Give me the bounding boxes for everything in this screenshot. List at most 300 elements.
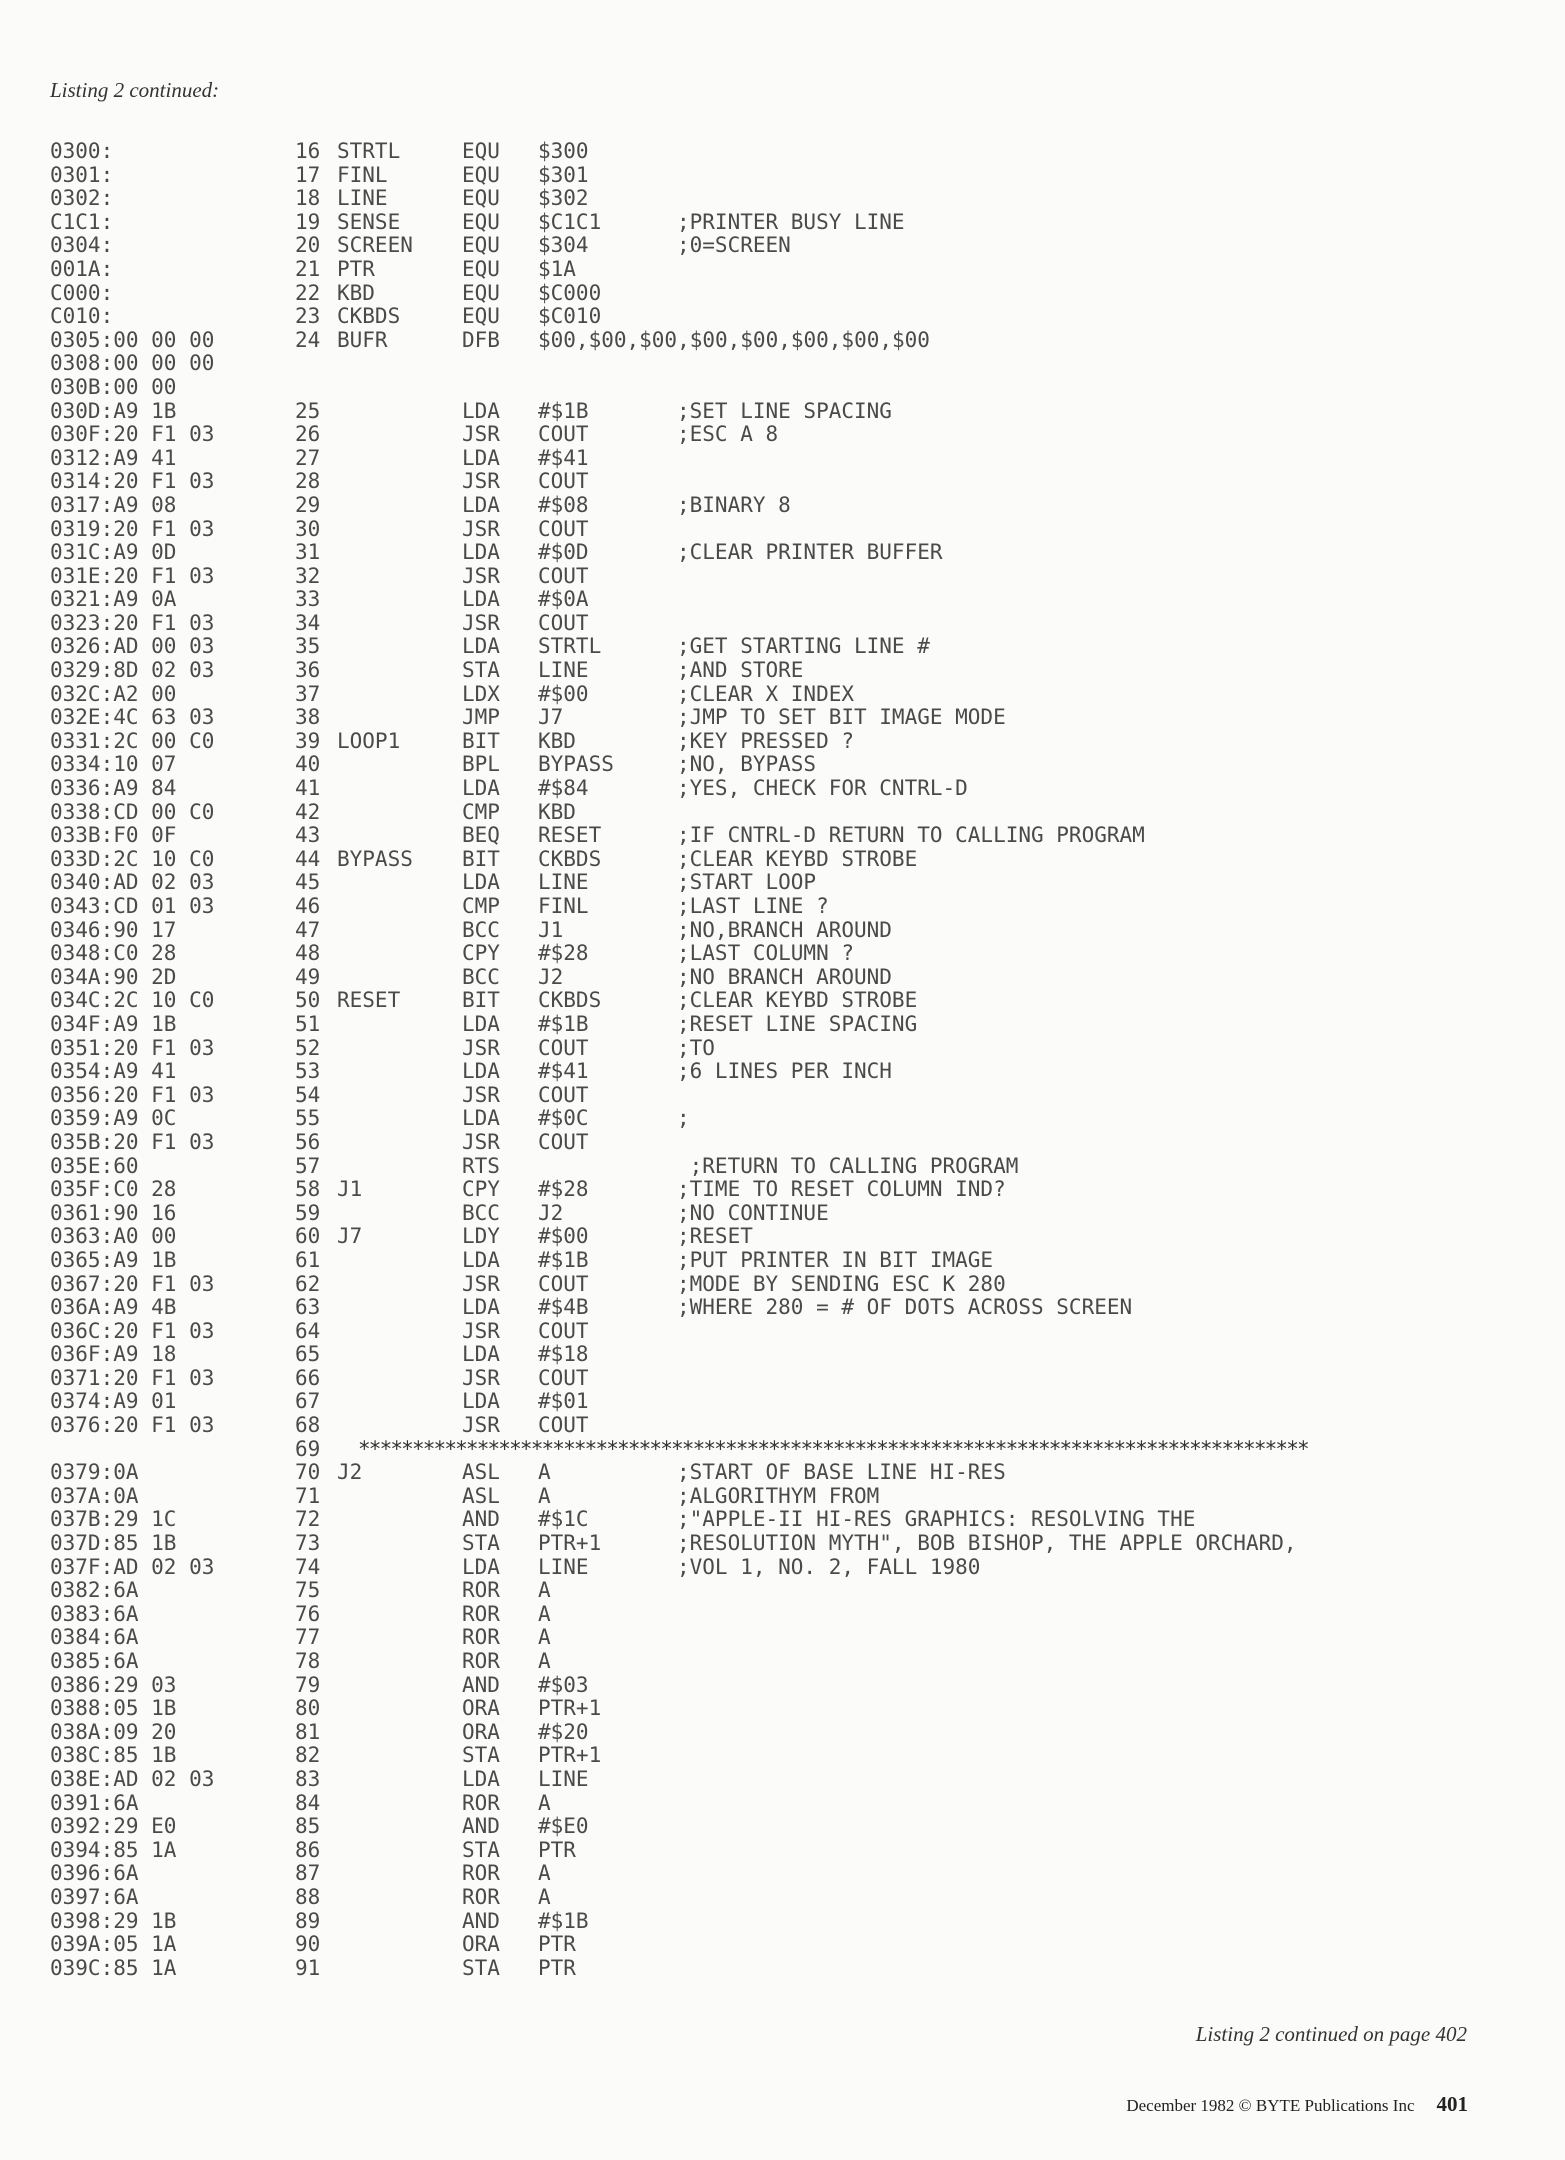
listing-opcode: JSR: [462, 516, 500, 541]
listing-line-number: 78: [295, 1649, 321, 1673]
listing-line-number: 76: [295, 1601, 321, 1626]
listing-comment: ;CLEAR X INDEX: [677, 681, 855, 706]
listing-address: 038C:85 1B: [50, 1743, 177, 1768]
listing-line-number: 82: [295, 1743, 321, 1768]
listing-address: 030D:A9 1B: [50, 398, 177, 423]
listing-comment: ;"APPLE-II HI-RES GRAPHICS: RESOLVING THE: [677, 1507, 1196, 1532]
listing-address: 0346:90 17: [50, 917, 177, 942]
listing-opcode: EQU: [462, 162, 500, 187]
listing-address: 032C:A2 00: [50, 681, 177, 706]
listing-line-number: 88: [295, 1884, 321, 1909]
listing-line-number: 85: [295, 1814, 321, 1839]
listing-opcode: AND: [462, 1507, 500, 1532]
listing-operand: COUT: [538, 563, 589, 588]
listing-operand: #$41: [538, 1059, 589, 1084]
listing-address: 0300:: [50, 139, 114, 163]
listing-line-number: 63: [295, 1295, 321, 1320]
listing-line-number: 83: [295, 1766, 321, 1791]
listing-opcode: JMP: [462, 705, 500, 730]
listing-line-number: 77: [295, 1625, 321, 1650]
listing-opcode: ORA: [462, 1696, 500, 1721]
listing-opcode: ROR: [462, 1601, 500, 1626]
listing-address: 036C:20 F1 03: [50, 1318, 215, 1343]
listing-line-number: 21: [295, 256, 321, 281]
listing-opcode: ROR: [462, 1649, 500, 1673]
listing-label: J7: [337, 1224, 363, 1249]
listing-opcode: CPY: [462, 941, 500, 966]
listing-comment: ;0=SCREEN: [677, 233, 791, 258]
listing-comment: ;JMP TO SET BIT IMAGE MODE: [677, 705, 1006, 730]
listing-opcode: EQU: [462, 233, 500, 258]
listing-line-number: 44: [295, 846, 321, 871]
listing-address: 0385:6A: [50, 1649, 139, 1673]
listing-label: BUFR: [337, 327, 388, 352]
continued-note: Listing 2 continued on page 402: [1195, 2022, 1467, 2046]
listing-operand: A: [538, 1884, 551, 1909]
listing-operand: A: [538, 1460, 551, 1485]
listing-line-number: 24: [295, 327, 321, 352]
listing-address: 0363:A0 00: [50, 1224, 177, 1249]
listing-address: 0386:29 03: [50, 1672, 177, 1697]
listing-line-number: 17: [295, 162, 321, 187]
listing-address: 033D:2C 10 C0: [50, 846, 215, 871]
listing-line-number: 48: [295, 941, 321, 966]
listing-line-number: 75: [295, 1578, 321, 1603]
listing-opcode: AND: [462, 1908, 500, 1933]
listing-address: 0391:6A: [50, 1790, 139, 1815]
listing-address: 0351:20 F1 03: [50, 1035, 215, 1060]
listing-operand: COUT: [538, 516, 589, 541]
listing-comment: ;ALGORITHYM FROM: [677, 1483, 880, 1508]
listing-opcode: ORA: [462, 1932, 500, 1957]
listing-address: 034F:A9 1B: [50, 1011, 177, 1036]
listing-operand: PTR: [538, 1932, 576, 1957]
listing-line-number: 38: [295, 705, 321, 730]
listing-comment: ;CLEAR KEYBD STROBE: [677, 846, 918, 871]
listing-address: 0383:6A: [50, 1601, 139, 1626]
listing-address: 035E:60: [50, 1153, 139, 1178]
listing-comment: ;GET STARTING LINE #: [677, 634, 930, 659]
listing-line-number: 42: [295, 799, 321, 824]
listing-opcode: LDY: [462, 1224, 500, 1249]
listing-line-number: 28: [295, 469, 321, 494]
listing-opcode: BCC: [462, 1200, 500, 1225]
listing-address: 038E:AD 02 03: [50, 1766, 215, 1791]
listing-line-number: 39: [295, 728, 321, 753]
listing-line-number: 37: [295, 681, 321, 706]
listing-address: 0397:6A: [50, 1884, 139, 1909]
listing-line-number: 84: [295, 1790, 321, 1815]
listing-opcode: EQU: [462, 186, 500, 211]
listing-opcode: LDX: [462, 681, 500, 706]
page-number: 401: [1436, 2092, 1468, 2116]
listing-address: 0382:6A: [50, 1578, 139, 1603]
listing-line-number: 74: [295, 1554, 321, 1579]
listing-operand: FINL: [538, 894, 589, 918]
listing-comment: ;6 LINES PER INCH: [677, 1059, 892, 1084]
listing-line-number: 51: [295, 1011, 321, 1036]
listing-operand: J2: [538, 964, 564, 989]
listing-comment: ;NO,BRANCH AROUND: [677, 917, 892, 942]
listing-opcode: LDA: [462, 1766, 500, 1791]
listing-address: 0354:A9 41: [50, 1059, 177, 1084]
listing-opcode: BPL: [462, 752, 500, 777]
listing-label: CKBDS: [337, 304, 401, 329]
listing-operand: #$E0: [538, 1814, 589, 1839]
listing-line-number: 34: [295, 610, 321, 635]
listing-opcode: LDA: [462, 1554, 500, 1579]
listing-line-number: 67: [295, 1389, 321, 1414]
listing-address: 0361:90 16: [50, 1200, 177, 1225]
listing-operand: #$41: [538, 445, 589, 470]
listing-comment: ;TO: [677, 1035, 715, 1060]
listing-opcode: EQU: [462, 280, 500, 305]
listing-operand: $300: [538, 139, 589, 163]
listing-operand: A: [538, 1861, 551, 1886]
listing-address: 037B:29 1C: [50, 1507, 177, 1532]
listing-operand: #$01: [538, 1389, 589, 1414]
listing-operand: $C000: [538, 280, 602, 305]
listing-address: 038A:09 20: [50, 1719, 177, 1744]
listing-opcode: STA: [462, 1955, 500, 1980]
listing-opcode: LDA: [462, 587, 500, 612]
listing-comment: ;PUT PRINTER IN BIT IMAGE: [677, 1247, 994, 1272]
listing-line-number: 52: [295, 1035, 321, 1060]
listing-label: SCREEN: [337, 233, 413, 258]
listing-opcode: BIT: [462, 846, 500, 871]
listing-line-number: 47: [295, 917, 321, 942]
listing-separator: ****************************************************************************************: [358, 1436, 1308, 1461]
listing-operand: COUT: [538, 1413, 589, 1438]
listing-comment: ;NO BRANCH AROUND: [677, 964, 892, 989]
listing-operand: #$1C: [538, 1507, 589, 1532]
listing-opcode: JSR: [462, 1035, 500, 1060]
listing-opcode: LDA: [462, 445, 500, 470]
listing-line-number: 58: [295, 1177, 321, 1202]
listing-opcode: LDA: [462, 870, 500, 895]
listing-comment: ;CLEAR KEYBD STROBE: [677, 988, 918, 1013]
listing-line-number: 60: [295, 1224, 321, 1249]
listing-operand: PTR+1: [538, 1531, 602, 1556]
listing-operand: #$4B: [538, 1295, 589, 1320]
listing-comment: ;START OF BASE LINE HI-RES: [677, 1460, 1006, 1485]
listing-address: 0304:: [50, 233, 114, 258]
listing-address: 001A:: [50, 256, 114, 281]
listing-opcode: ROR: [462, 1625, 500, 1650]
page-footer: [1126, 2092, 1468, 2117]
listing-line-number: 89: [295, 1908, 321, 1933]
listing-operand: COUT: [538, 1035, 589, 1060]
listing-operand: A: [538, 1601, 551, 1626]
listing-line-number: 72: [295, 1507, 321, 1532]
listing-operand: #$1B: [538, 1908, 589, 1933]
listing-line-number: 50: [295, 988, 321, 1013]
listing-address: 037F:AD 02 03: [50, 1554, 215, 1579]
listing-operand: COUT: [538, 1129, 589, 1154]
listing-address: 0392:29 E0: [50, 1814, 177, 1839]
listing-line-number: 66: [295, 1365, 321, 1390]
listing-comment: ;YES, CHECK FOR CNTRL-D: [677, 776, 968, 801]
listing-opcode: EQU: [462, 209, 500, 234]
listing-opcode: EQU: [462, 304, 500, 329]
listing-line-number: 56: [295, 1129, 321, 1154]
listing-address: 0359:A9 0C: [50, 1106, 177, 1131]
listing-opcode: AND: [462, 1814, 500, 1839]
listing-opcode: BIT: [462, 988, 500, 1013]
listing-comment: ;BINARY 8: [677, 492, 791, 517]
listing-opcode: LDA: [462, 1059, 500, 1084]
footer-credit: December 1982 © BYTE Publications Inc: [1126, 2096, 1415, 2115]
listing-label: RESET: [337, 988, 401, 1013]
listing-address: C010:: [50, 304, 114, 329]
listing-comment: ;ESC A 8: [677, 422, 779, 447]
listing-line-number: 46: [295, 894, 321, 918]
listing-operand: J2: [538, 1200, 564, 1225]
listing-line-number: 59: [295, 1200, 321, 1225]
listing-line-number: 19: [295, 209, 321, 234]
listing-line-number: 20: [295, 233, 321, 258]
listing-operand: #$84: [538, 776, 589, 801]
listing-comment: ;RESOLUTION MYTH", BOB BISHOP, THE APPLE ORCHARD,: [677, 1531, 1297, 1556]
listing-address: 0301:: [50, 162, 114, 187]
listing-address: 039A:05 1A: [50, 1932, 177, 1957]
listing-operand: COUT: [538, 422, 589, 447]
listing-line-number: 25: [295, 398, 321, 423]
listing-address: 0379:0A: [50, 1460, 139, 1485]
listing-comment: ;AND STORE: [677, 658, 804, 683]
listing-address: 0312:A9 41: [50, 445, 177, 470]
listing-address: 0326:AD 00 03: [50, 634, 215, 659]
listing-operand: #$1B: [538, 1247, 589, 1272]
listing-operand: $00,$00,$00,$00,$00,$00,$00,$00: [538, 327, 930, 352]
listing-comment: ;CLEAR PRINTER BUFFER: [677, 540, 943, 565]
listing-opcode: JSR: [462, 1082, 500, 1107]
listing-opcode: JSR: [462, 1365, 500, 1390]
listing-line-number: 70: [295, 1460, 321, 1485]
listing-address: 0331:2C 00 C0: [50, 728, 215, 753]
listing-line-number: 80: [295, 1696, 321, 1721]
listing-comment: ;WHERE 280 = # OF DOTS ACROSS SCREEN: [677, 1295, 1133, 1320]
listing-opcode: DFB: [462, 327, 500, 352]
listing-operand: #$28: [538, 1177, 589, 1202]
listing-label: KBD: [337, 280, 375, 305]
listing-line-number: 62: [295, 1271, 321, 1296]
listing-line-number: 91: [295, 1955, 321, 1980]
listing-address: 0319:20 F1 03: [50, 516, 215, 541]
listing-label: FINL: [337, 162, 388, 187]
listing-operand: PTR: [538, 1837, 576, 1862]
listing-line-number: 16: [295, 139, 321, 163]
listing-address: 035B:20 F1 03: [50, 1129, 215, 1154]
listing-line-number: 90: [295, 1932, 321, 1957]
listing-address: 0340:AD 02 03: [50, 870, 215, 895]
listing-address: 0365:A9 1B: [50, 1247, 177, 1272]
listing-line-number: 69: [295, 1436, 321, 1461]
listing-operand: $1A: [538, 256, 576, 281]
listing-address: 0338:CD 00 C0: [50, 799, 215, 824]
listing-opcode: CMP: [462, 894, 500, 918]
listing-address: 0356:20 F1 03: [50, 1082, 215, 1107]
listing-opcode: LDA: [462, 776, 500, 801]
listing-address: 0323:20 F1 03: [50, 610, 215, 635]
listing-opcode: BEQ: [462, 823, 500, 848]
listing-comment: ;PRINTER BUSY LINE: [677, 209, 905, 234]
listing-address: 037D:85 1B: [50, 1531, 177, 1556]
listing-line-number: 49: [295, 964, 321, 989]
listing-address: 0388:05 1B: [50, 1696, 177, 1721]
listing-operand: LINE: [538, 1554, 589, 1579]
listing-line-number: 22: [295, 280, 321, 305]
listing-opcode: BCC: [462, 917, 500, 942]
listing-line-number: 64: [295, 1318, 321, 1343]
listing-operand: $304: [538, 233, 589, 258]
listing-operand: COUT: [538, 610, 589, 635]
listing-address: 036F:A9 18: [50, 1342, 177, 1367]
listing-line-number: 41: [295, 776, 321, 801]
listing-opcode: LDA: [462, 1389, 500, 1414]
listing-address: 0374:A9 01: [50, 1389, 177, 1414]
listing-address: 0302:: [50, 186, 114, 211]
listing-opcode: ROR: [462, 1861, 500, 1886]
listing-opcode: JSR: [462, 1129, 500, 1154]
listing-line-number: 65: [295, 1342, 321, 1367]
listing-address: C000:: [50, 280, 114, 305]
listing-opcode: EQU: [462, 139, 500, 163]
listing-opcode: LDA: [462, 1247, 500, 1272]
listing-line-number: 61: [295, 1247, 321, 1272]
listing-comment: ;KEY PRESSED ?: [677, 728, 855, 753]
listing-address: 0396:6A: [50, 1861, 139, 1886]
listing-opcode: LDA: [462, 634, 500, 659]
listing-address: 0371:20 F1 03: [50, 1365, 215, 1390]
listing-address: 0305:00 00 00: [50, 327, 215, 352]
listing-operand: #$28: [538, 941, 589, 966]
listing-address: 0343:CD 01 03: [50, 894, 215, 918]
listing-header: Listing 2 continued:: [50, 78, 220, 102]
listing-line-number: 30: [295, 516, 321, 541]
listing-operand: RESET: [538, 823, 602, 848]
listing-operand: COUT: [538, 1318, 589, 1343]
listing-comment: ;NO, BYPASS: [677, 752, 817, 777]
listing-label: BYPASS: [337, 846, 413, 871]
listing-opcode: LDA: [462, 492, 500, 517]
listing-line-number: 43: [295, 823, 321, 848]
listing-opcode: JSR: [462, 1271, 500, 1296]
listing-opcode: JSR: [462, 610, 500, 635]
listing-operand: CKBDS: [538, 846, 602, 871]
listing-comment: ;NO CONTINUE: [677, 1200, 829, 1225]
listing-operand: $C1C1: [538, 209, 602, 234]
listing-address: 033B:F0 0F: [50, 823, 177, 848]
listing-comment: ;: [677, 1106, 690, 1131]
listing-opcode: LDA: [462, 540, 500, 565]
listing-line-number: 35: [295, 634, 321, 659]
listing-address: 034C:2C 10 C0: [50, 988, 215, 1013]
listing-comment: ;IF CNTRL-D RETURN TO CALLING PROGRAM: [677, 823, 1145, 848]
listing-comment: ;VOL 1, NO. 2, FALL 1980: [677, 1554, 981, 1579]
listing-operand: A: [538, 1790, 551, 1815]
listing-line-number: 45: [295, 870, 321, 895]
listing-operand: A: [538, 1578, 551, 1603]
listing-address: 0348:C0 28: [50, 941, 177, 966]
listing-operand: #$03: [538, 1672, 589, 1697]
listing-opcode: JSR: [462, 563, 500, 588]
listing-opcode: JSR: [462, 1413, 500, 1438]
listing-opcode: JSR: [462, 469, 500, 494]
listing-line-number: 54: [295, 1082, 321, 1107]
listing-address: 031E:20 F1 03: [50, 563, 215, 588]
listing-address: 030F:20 F1 03: [50, 422, 215, 447]
listing-operand: BYPASS: [538, 752, 614, 777]
listing-opcode: LDA: [462, 1011, 500, 1036]
listing-operand: #$0D: [538, 540, 589, 565]
listing-operand: LINE: [538, 870, 589, 895]
listing-label: J2: [337, 1460, 363, 1485]
listing-comment: ;START LOOP: [677, 870, 817, 895]
listing-operand: CKBDS: [538, 988, 602, 1013]
listing-operand: J1: [538, 917, 564, 942]
listing-line-number: 27: [295, 445, 321, 470]
listing-comment: ;RESET LINE SPACING: [677, 1011, 918, 1036]
listing-address: 030B:00 00: [50, 374, 177, 399]
listing-line-number: 68: [295, 1413, 321, 1438]
listing-opcode: ASL: [462, 1460, 500, 1485]
listing-operand: J7: [538, 705, 564, 730]
listing-line-number: 33: [295, 587, 321, 612]
listing-opcode: LDA: [462, 1295, 500, 1320]
listing-address: 0314:20 F1 03: [50, 469, 215, 494]
listing-line-number: 55: [295, 1106, 321, 1131]
listing-operand: $301: [538, 162, 589, 187]
listing-opcode: STA: [462, 658, 500, 683]
listing-label: LINE: [337, 186, 388, 211]
listing-operand: COUT: [538, 1082, 589, 1107]
listing-address: 0321:A9 0A: [50, 587, 177, 612]
listing-line-number: 18: [295, 186, 321, 211]
listing-opcode: CMP: [462, 799, 500, 824]
listing-comment: ;LAST LINE ?: [677, 894, 829, 918]
listing-opcode: ASL: [462, 1483, 500, 1508]
listing-line-number: 53: [295, 1059, 321, 1084]
listing-operand: COUT: [538, 469, 589, 494]
listing-address: 037A:0A: [50, 1483, 139, 1508]
listing-operand: #$08: [538, 492, 589, 517]
listing-line-number: 57: [295, 1153, 321, 1178]
listing-opcode: AND: [462, 1672, 500, 1697]
listing-line-number: 81: [295, 1719, 321, 1744]
listing-operand: PTR: [538, 1955, 576, 1980]
listing-operand: A: [538, 1625, 551, 1650]
listing-operand: PTR+1: [538, 1743, 602, 1768]
listing-address: 039C:85 1A: [50, 1955, 177, 1980]
listing-opcode: STA: [462, 1743, 500, 1768]
listing-label: LOOP1: [337, 728, 401, 753]
listing-comment: ;TIME TO RESET COLUMN IND?: [677, 1177, 1006, 1202]
listing-operand: #$20: [538, 1719, 589, 1744]
listing-line-number: 29: [295, 492, 321, 517]
listing-line-number: 73: [295, 1531, 321, 1556]
listing-operand: LINE: [538, 1766, 589, 1791]
listing-comment: ;RESET: [677, 1224, 753, 1249]
listing-operand: PTR+1: [538, 1696, 602, 1721]
listing-opcode: ROR: [462, 1790, 500, 1815]
listing-address: 034A:90 2D: [50, 964, 177, 989]
listing-address: 0317:A9 08: [50, 492, 177, 517]
listing-opcode: STA: [462, 1531, 500, 1556]
listing-opcode: RTS: [462, 1153, 500, 1178]
listing-line-number: 26: [295, 422, 321, 447]
listing-operand: $302: [538, 186, 589, 211]
